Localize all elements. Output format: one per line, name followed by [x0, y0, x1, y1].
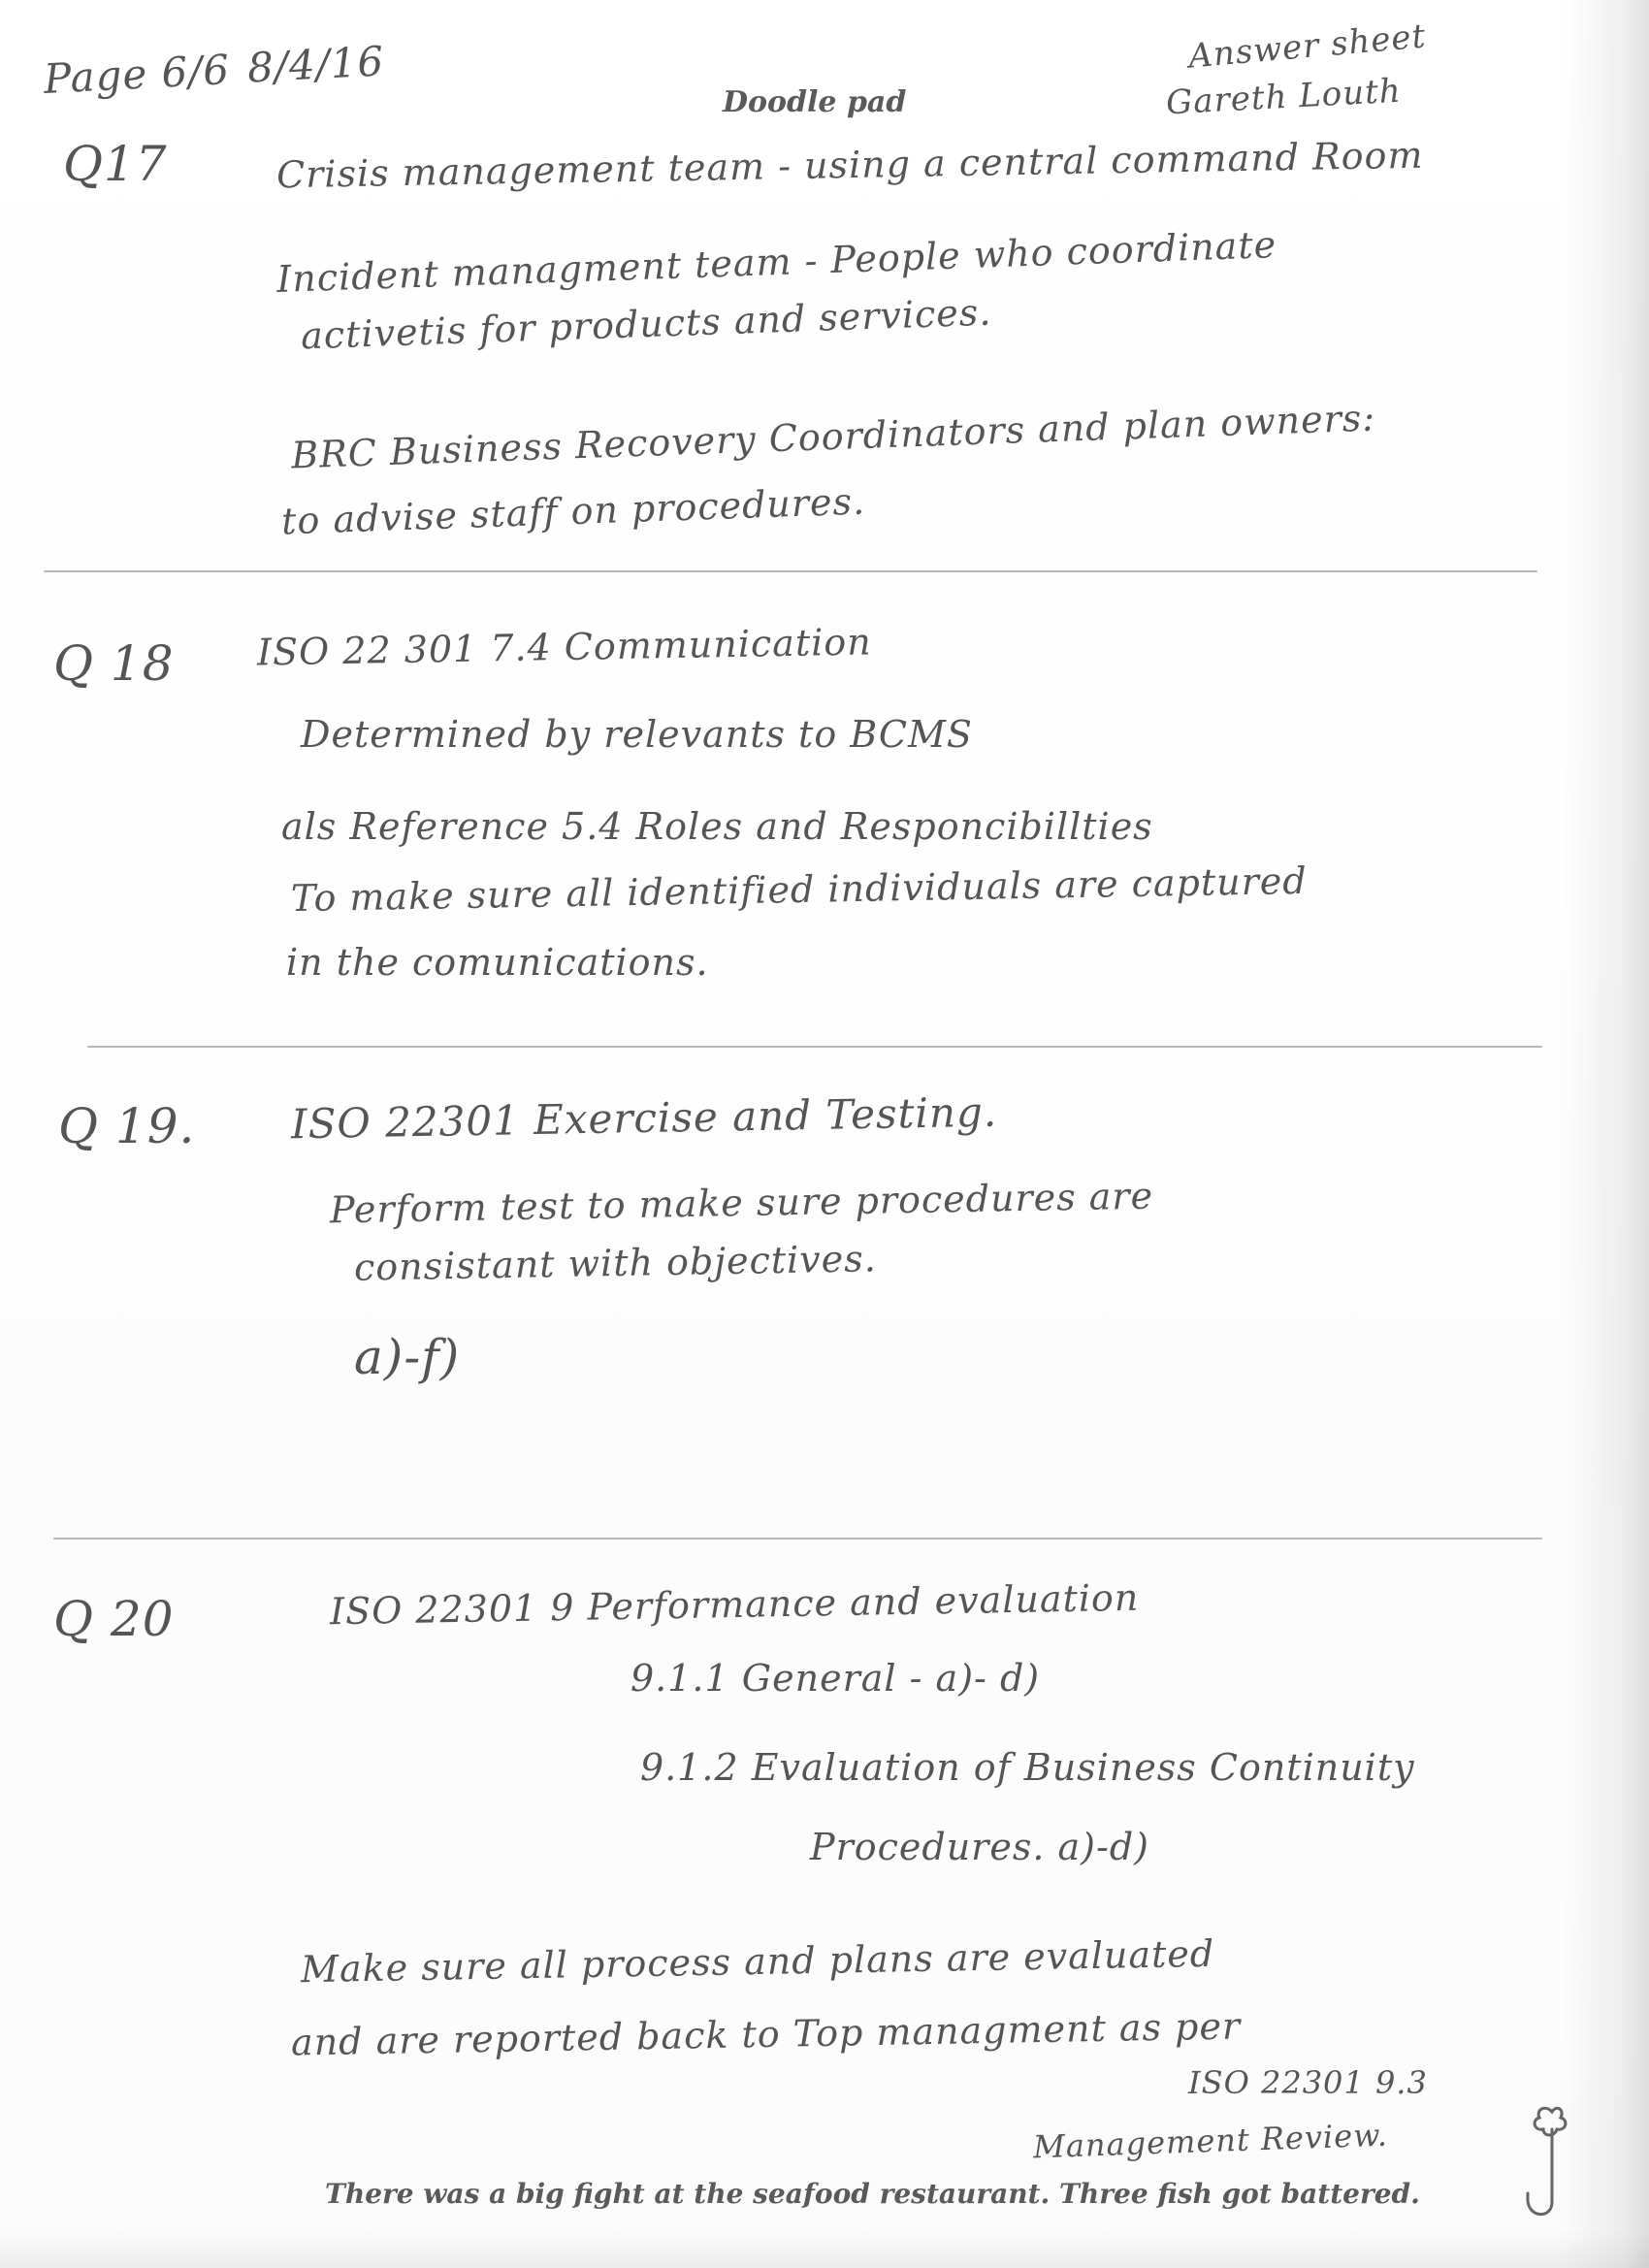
q20-line-7: ISO 22301 9.3	[1188, 2064, 1428, 2101]
q19-line-1: ISO 22301 Exercise and Testing.	[290, 1087, 998, 1149]
section-divider-2	[87, 1046, 1542, 1048]
q17-line-4: BRC Business Recovery Coordinators and plan owners:	[290, 396, 1376, 477]
answer-sheet-label: Answer sheet	[1186, 16, 1428, 77]
q18-line-1: ISO 22 301 7.4 Communication	[256, 620, 873, 674]
q20-label: Q 20	[53, 1591, 175, 1647]
section-divider-3	[53, 1538, 1542, 1539]
q20-line-2: 9.1.1 General - a)- d)	[630, 1657, 1041, 1700]
q17-line-1: Crisis management team - using a central command Room	[275, 133, 1424, 197]
q18-line-3: als Reference 5.4 Roles and Responcibillties	[281, 805, 1153, 848]
date: 8/4/16	[245, 37, 386, 92]
footer-joke: There was a big fight at the seafood restaurant. Three fish got battered.	[325, 2178, 1420, 2210]
q20-line-1: ISO 22301 9 Performance and evaluation	[329, 1575, 1140, 1634]
section-divider-1	[44, 570, 1537, 572]
q18-label: Q 18	[53, 635, 175, 692]
q20-line-8: Management Review.	[1032, 2116, 1389, 2166]
sheet-title: Doodle pad	[723, 85, 907, 119]
author-name: Gareth Louth	[1165, 71, 1403, 123]
q20-line-6: and are reported back to Top managment as per	[290, 2004, 1242, 2064]
page-shadow-right	[1562, 0, 1649, 2268]
q17-label: Q17	[63, 136, 168, 192]
fish-hook-icon	[1518, 2100, 1586, 2226]
q20-line-5: Make sure all process and plans are evaluated	[300, 1931, 1215, 1992]
q19-label: Q 19.	[58, 1098, 196, 1154]
q19-line-4: a)-f)	[354, 1329, 461, 1385]
q17-line-3: activetis for products and services.	[300, 290, 993, 358]
q17-line-2: Incident managment team - People who coordinate	[275, 223, 1277, 301]
q18-line-4: To make sure all identified individuals are captured	[290, 859, 1308, 921]
q19-line-3: consistant with objectives.	[353, 1237, 878, 1289]
q18-line-2: Determined by relevants to BCMS	[301, 713, 973, 756]
q17-line-5: to advise staff on procedures.	[280, 479, 866, 543]
page-number: Page 6/6	[42, 46, 232, 103]
q19-line-2: Perform test to make sure procedures are	[329, 1174, 1154, 1232]
q18-line-5: in the comunications.	[286, 941, 709, 984]
q20-line-4: Procedures. a)-d)	[810, 1826, 1149, 1868]
q20-line-3: 9.1.2 Evaluation of Business Continuity	[640, 1746, 1415, 1789]
page-shadow-bottom	[0, 2229, 1649, 2268]
